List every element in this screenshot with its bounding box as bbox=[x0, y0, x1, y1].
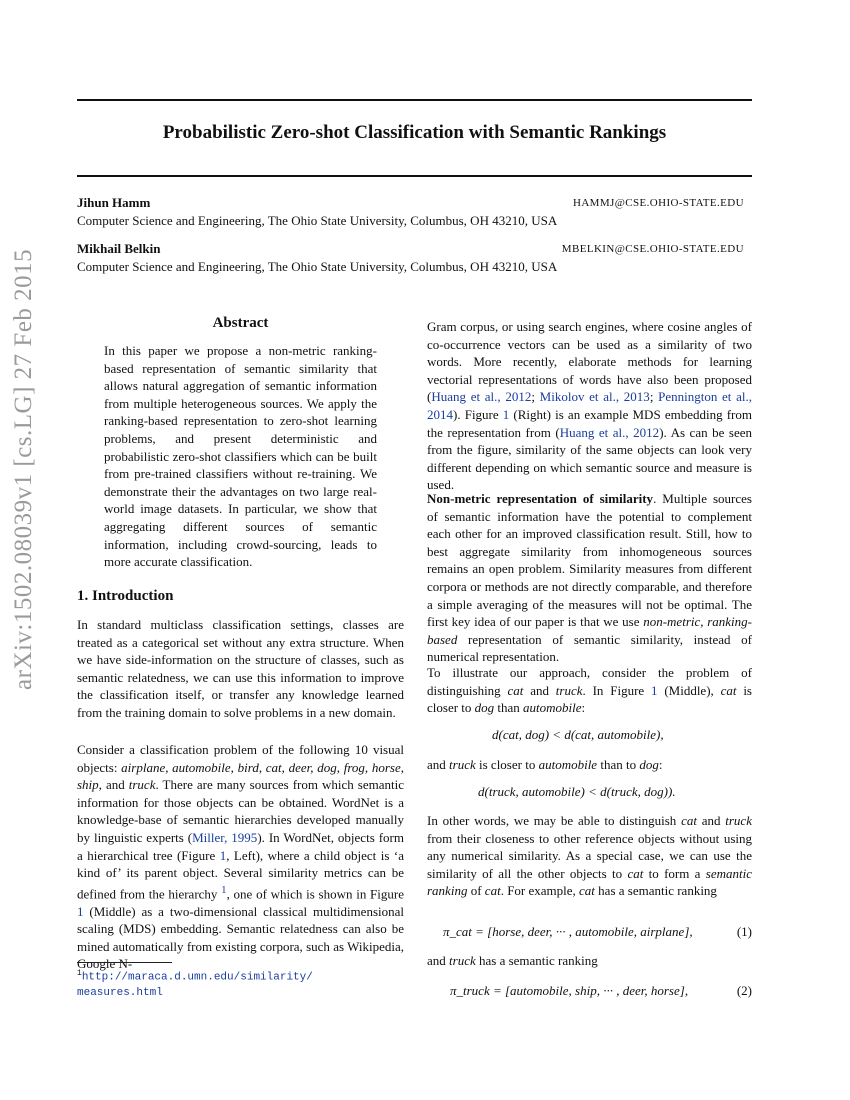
text-run: and bbox=[427, 953, 450, 968]
equation-2: π_truck = [automobile, ship, ··· , deer, horse], bbox=[450, 983, 689, 998]
text-run: . There are many sources from which semantic information for those objects can be obtained. WordNet is a knowledge-base of semantic hierarchies developed manually by linguistic experts ( bbox=[77, 777, 404, 845]
text-run: than bbox=[494, 700, 524, 716]
text-run: cat bbox=[507, 682, 524, 698]
citation-link[interactable]: Pennington et al., 2014 bbox=[427, 389, 752, 422]
footnote-url-line-1[interactable]: http://maraca.d.umn.edu/similarity/ bbox=[81, 971, 313, 984]
right-paragraph-2 bbox=[427, 490, 752, 666]
text-run: and bbox=[696, 813, 726, 828]
citation-link[interactable]: Huang et al., 2012 bbox=[431, 389, 532, 405]
text-run: . For example, bbox=[500, 883, 580, 899]
footnote-ref-link[interactable]: 1 bbox=[221, 883, 227, 896]
equation-inline-b: d(truck, automobile) < d(truck, dog)). bbox=[478, 784, 676, 799]
text-run: airplane, automobile, bird, cat, deer, dog, frog, horse, ship, bbox=[77, 759, 404, 793]
intro-paragraph-1: In standard multiclass classification settings, classes are treated as a categorical set without any extra structure. When we have side-information on the structure of classes, such as semantic relatedness, we can use this information to improve the classification itself, or transfer any knowledge learned from the training domain to solve problems in a new domain. bbox=[77, 617, 404, 720]
text-run: Consider a classification problem of the following 10 visual objects: bbox=[77, 742, 404, 775]
equation-inline-a: d(cat, dog) < d(cat, automobile), bbox=[492, 727, 664, 742]
citation-link[interactable]: Mikolov et al., 2013 bbox=[539, 389, 650, 405]
text-run: than to bbox=[597, 757, 640, 772]
title-rule-bottom bbox=[77, 175, 752, 177]
text-run: truck bbox=[449, 953, 476, 968]
text-run: ). In WordNet, objects form a hierarchical tree (Figure bbox=[77, 829, 404, 863]
right-paragraph-6 bbox=[427, 952, 752, 970]
right-paragraph-4 bbox=[427, 756, 752, 774]
text-run: to form a bbox=[643, 865, 706, 881]
abstract-text: In this paper we propose a non-metric ranking-based representation of semantic similarity that allows natural aggregation of semantic information from multiple heterogeneous sources. We apply the ranking-based representation to zero-shot learning problems, and present deterministic and probabilistic zero-shot classifiers which can be built from pre-trained classifiers without re-training. We demonstrate their the advantages on two large real-world image datasets. In particular, we show that aggregating different sources of semantic information, including crowd-sourcing, leads to more accurate classification. bbox=[104, 343, 377, 570]
text-run: (Middle), bbox=[657, 682, 721, 698]
footnote-rule bbox=[77, 962, 172, 963]
text-run: To illustrate our approach, consider the problem of distinguishing bbox=[427, 665, 752, 698]
text-run: (Middle) as a two-dimensional classical multidimensional scaling (MDS) embedding. Semantic relatedness can also be mined automatically from existing corpora, such as Wikipedia, Google N- bbox=[77, 903, 404, 972]
equation-1-number: (1) bbox=[736, 924, 752, 939]
author-block-1 bbox=[77, 194, 752, 230]
text-run: of bbox=[467, 883, 485, 899]
author-affiliation: Computer Science and Engineering, The Ohio State University, Columbus, OH 43210, USA bbox=[77, 213, 558, 228]
text-run: is closer to bbox=[475, 757, 539, 772]
figure-ref-link[interactable]: 1 bbox=[651, 682, 658, 698]
text-run: semantic ranking bbox=[427, 865, 752, 899]
equation-2-number: (2) bbox=[736, 983, 752, 998]
text-run: In other words, we may be able to distinguish bbox=[427, 813, 682, 828]
right-paragraph-5 bbox=[427, 812, 752, 900]
footnote bbox=[77, 966, 404, 1001]
text-run: cat bbox=[579, 883, 595, 899]
author-affiliation: Computer Science and Engineering, The Ohio State University, Columbus, OH 43210, USA bbox=[77, 259, 558, 274]
text-run: representation of semantic similarity, instead of numerical representation. bbox=[427, 631, 752, 665]
author-block-2 bbox=[77, 240, 752, 276]
author-email: MBELKIN@CSE.OHIO-STATE.EDU bbox=[561, 243, 744, 255]
text-run: from their closeness to other reference objects without using any numerical similarity. As a special case, we can use the similarity of all the other objects to bbox=[427, 830, 752, 881]
text-run: : bbox=[658, 757, 663, 772]
run-in-heading: Non-metric representation of similarity bbox=[427, 491, 654, 506]
figure-ref-link[interactable]: 1 bbox=[219, 847, 227, 863]
right-paragraph-3 bbox=[427, 664, 752, 717]
figure-ref-link[interactable]: 1 bbox=[77, 903, 84, 919]
text-run: and bbox=[427, 757, 450, 772]
text-run: cat bbox=[627, 865, 644, 881]
text-run: cat bbox=[484, 883, 501, 899]
equation-1: π_cat = [horse, deer, ··· , automobile, airplane], bbox=[443, 924, 693, 939]
text-run: and bbox=[101, 777, 129, 793]
text-run: . Multiple sources of semantic information have the potential to complement each other for an improved classification result. Still, how to best aggregate similarity from inhomogeneous sources remains an open problem. Similarity measures from different corpora or methods are not directly comparable, and therefore a simple averaging of the measures will not be optimal. The first key idea of our paper is that we use bbox=[427, 491, 752, 630]
text-run: : bbox=[581, 700, 586, 716]
text-run: and bbox=[523, 682, 556, 698]
abstract-heading: Abstract bbox=[212, 315, 269, 331]
text-run: cat bbox=[681, 813, 697, 828]
text-run: automobile bbox=[538, 757, 598, 772]
text-run: automobile bbox=[523, 700, 582, 716]
arxiv-stamp: arXiv:1502.08039v1 [cs.LG] 27 Feb 2015 bbox=[10, 248, 37, 690]
footnote-url-line-2[interactable]: measures.html bbox=[77, 986, 163, 999]
text-run: has a semantic ranking bbox=[475, 953, 598, 968]
text-run: truck bbox=[555, 682, 583, 698]
author-email: HAMMJ@CSE.OHIO-STATE.EDU bbox=[572, 197, 744, 209]
text-run: truck bbox=[449, 757, 476, 772]
right-paragraph-1: Gram corpus, or using search engines, where cosine angles of co-occurrence vectors can be used as a similarity of two words. More recently, elaborate methods for learning vectorial representations of words have also been proposed (Huang et al., 2012; Mikolov et al., 2013; Pennington et al., 2014). Figure 1 (Right) is an example MDS embedding from the representation from (Huang et al., 2012). As can be seen from the figure, similarity of the same objects can look very different depending on which semantic source and measure is used. bbox=[427, 319, 752, 493]
citation-link[interactable]: Huang et al., 2012 bbox=[559, 424, 660, 440]
text-run: , one of which is shown in Figure bbox=[226, 886, 404, 902]
title-rule-top bbox=[77, 99, 752, 101]
text-run: truck bbox=[725, 813, 752, 828]
text-run: ). As can be seen from the figure, similarity of the same objects can look very different depending on which semantic source and measure is used. bbox=[427, 424, 752, 493]
citation-link[interactable]: Miller, 1995 bbox=[192, 829, 258, 845]
text-run: (Right) is an example MDS embedding from the representation from ( bbox=[427, 406, 752, 440]
author-name: Mikhail Belkin bbox=[77, 241, 161, 256]
text-run: cat bbox=[720, 682, 737, 698]
author-name: Jihun Hamm bbox=[77, 195, 151, 210]
paper-title: Probabilistic Zero-shot Classification with Semantic Rankings bbox=[162, 122, 667, 143]
intro-paragraph-2 bbox=[77, 741, 404, 973]
text-run: non-metric, ranking-based bbox=[427, 614, 752, 647]
text-run: dog bbox=[639, 757, 659, 772]
footnote-mark: 1 bbox=[77, 969, 82, 978]
text-run: dog bbox=[474, 700, 495, 716]
text-run: truck bbox=[128, 777, 156, 793]
text-run: Gram corpus, or using search engines, where cosine angles of co-occurrence vectors can be used as a similarity of two words. More recently, elaborate methods for learning vectorial representations of words have also been proposed ( bbox=[427, 319, 752, 405]
figure-ref-link[interactable]: 1 bbox=[502, 406, 510, 422]
text-run: , Left), where a child object is ‘a kind of’ its parent object. Several similarity metrics can be defined from the hierarchy bbox=[77, 847, 404, 902]
text-run: has a semantic ranking bbox=[594, 883, 717, 899]
text-run: ). Figure bbox=[453, 406, 503, 422]
section-heading-introduction: 1. Introduction bbox=[77, 588, 174, 604]
text-run: is closer to bbox=[427, 682, 752, 716]
text-run: . In Figure bbox=[582, 682, 651, 698]
